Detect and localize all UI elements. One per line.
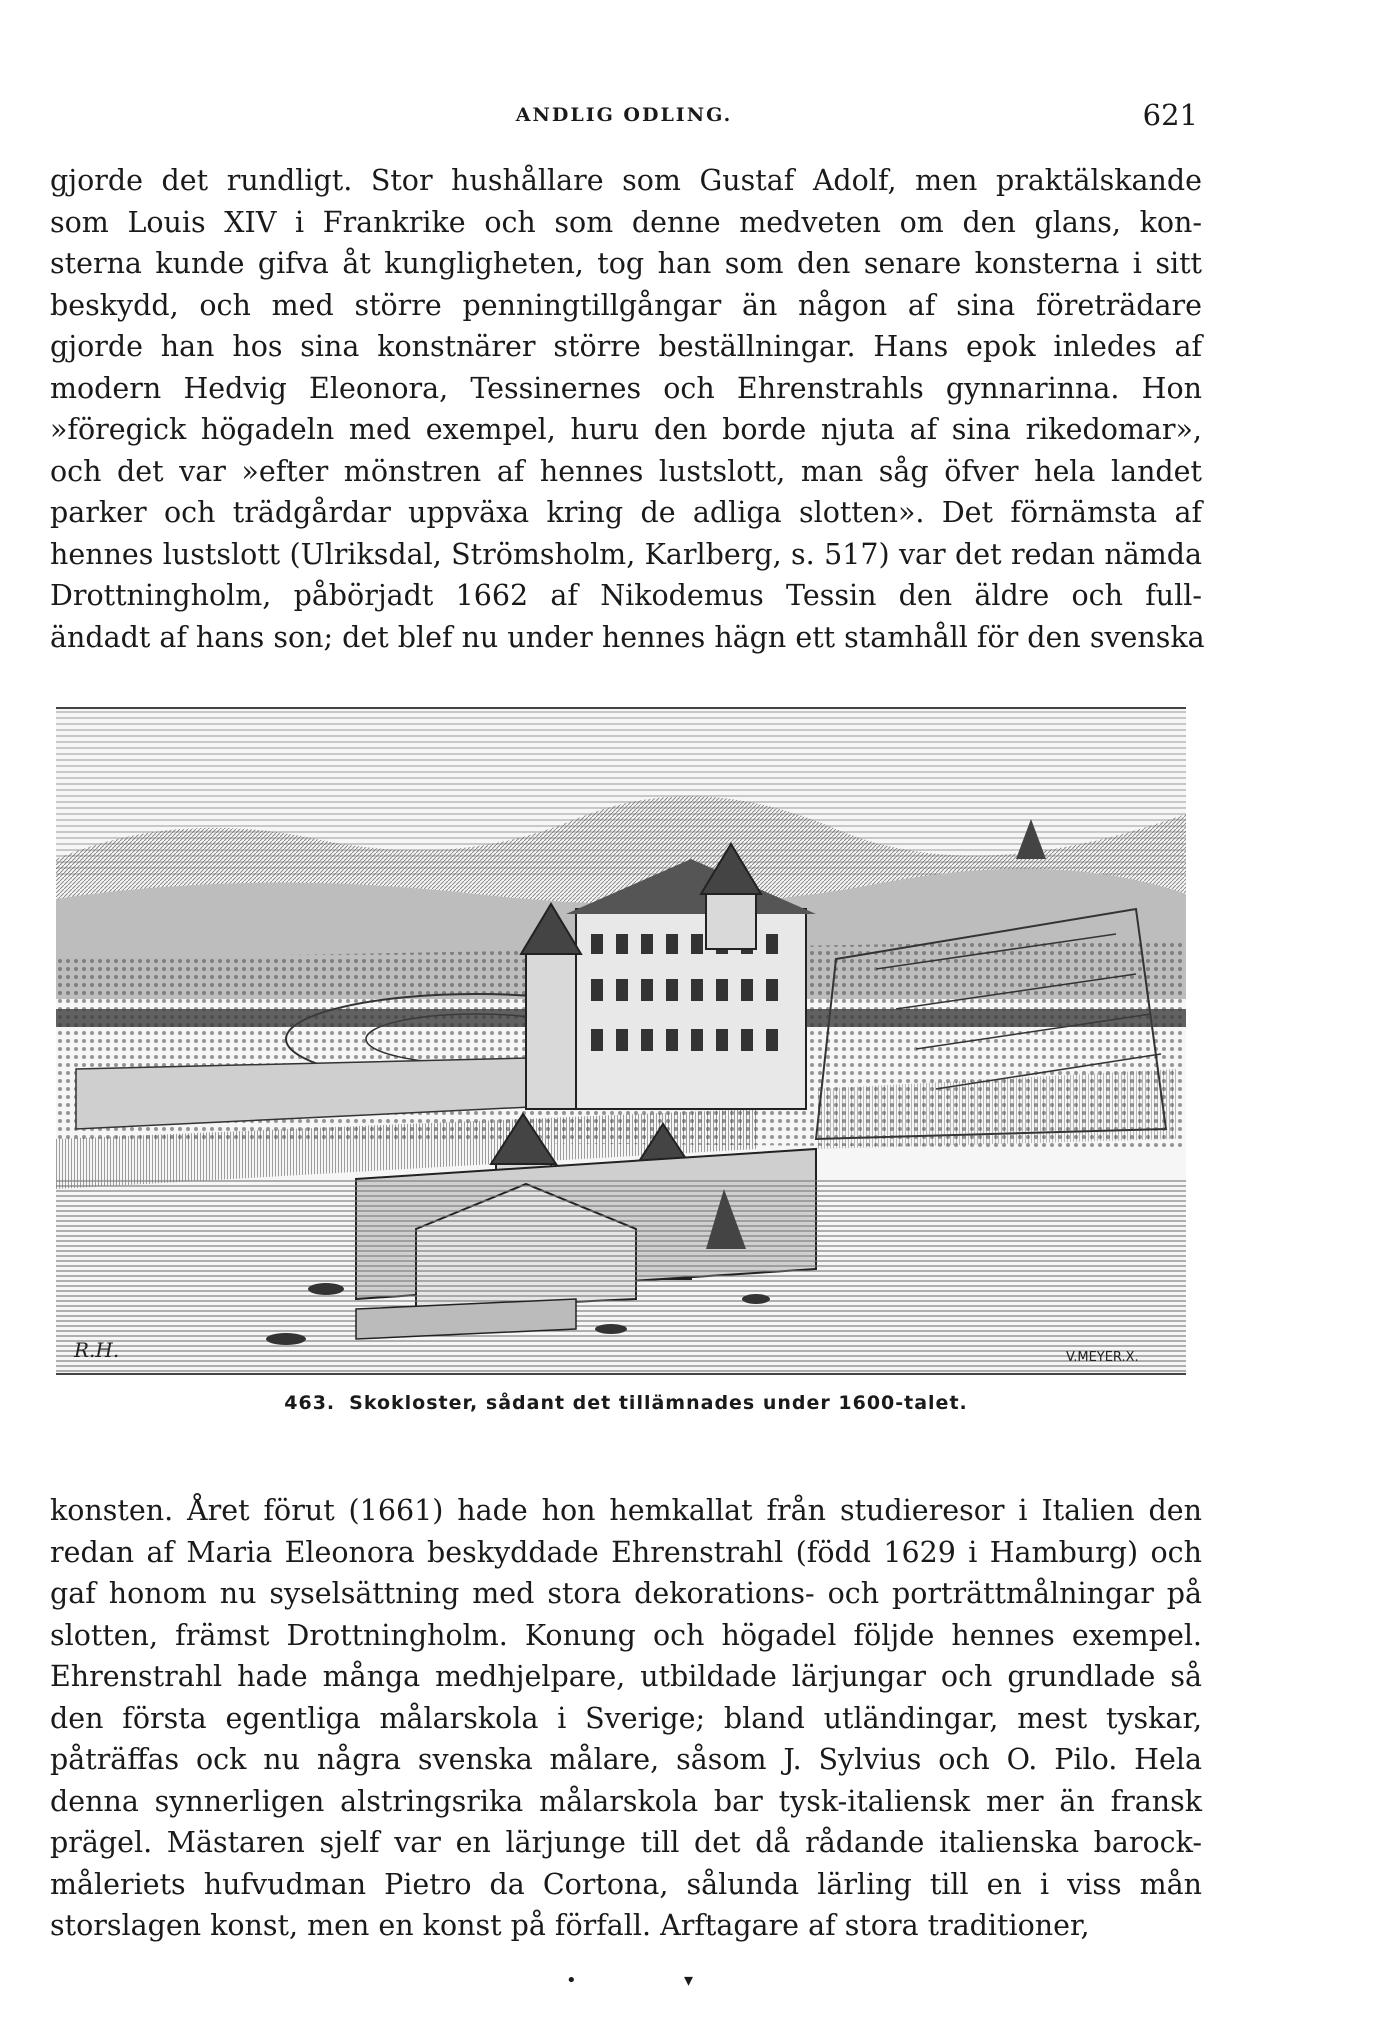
body-text-bottom [50,1490,1202,1947]
figure-caption [50,1392,1202,1414]
rowboat-1 [308,1283,344,1295]
rowboat-3 [595,1324,627,1334]
text-top-line: »föregick högadeln med exempel, huru den borde njuta af sina rikedomar», [50,413,1202,446]
figure-engraving [56,707,1186,1375]
rowboat-2 [266,1333,306,1345]
text-bottom-line: prägel. Mästaren sjelf var en lärjunge till det då rådande italienska barock- [50,1826,1202,1859]
text-bottom-line: gaf honom nu syselsättning med stora dekorations- och porträttmålningar på [50,1577,1202,1610]
text-top-line: ändadt af hans son; det blef nu under hennes hägn ett stamhåll för den svenska [50,620,1205,654]
running-head: ANDLIG ODLING. [515,104,733,126]
text-top-line: sterna kunde gifva åt kungligheten, tog han som den senare konsterna i sitt [50,247,1202,280]
page-number: 621 [1142,98,1198,132]
engraver-signature-right: V.MEYER.X. [1066,1350,1139,1365]
text-top-line: beskydd, och med större penningtillgångar än någon af sina företrädare [50,288,1202,322]
body-text-top [50,160,1205,658]
text-top-line: parker och trädgårdar uppväxa kring de adliga slotten». Det förnämsta af [50,496,1202,529]
text-bottom-line: måleriets hufvudman Pietro da Cortona, sålunda lärling till en i viss mån [50,1867,1202,1901]
text-top-line: och det var »efter mönstren af hennes lustslott, man såg öfver hela landet [50,454,1202,488]
figure-number: 463. [284,1392,336,1414]
text-bottom-line: redan af Maria Eleonora beskyddade Ehrenstrahl (född 1629 i Hamburg) och [50,1535,1202,1569]
engraving-illustration [56,709,1186,1373]
text-bottom-line: den första egentliga målarskola i Sverige; bland utländingar, mest tyskar, [50,1701,1202,1735]
text-top-line: gjorde det rundligt. Stor hushållare som Gustaf Adolf, men praktälskande [50,164,1202,197]
text-top-line: modern Hedvig Eleonora, Tessinernes och Ehrenstrahls gynnarinna. Hon [50,371,1202,405]
text-bottom-line: slotten, främst Drottningholm. Konung och högadel följde hennes exempel. [50,1618,1202,1652]
text-top-line: hennes lustslott (Ulriksdal, Strömsholm, Karlberg, s. 517) var det redan nämda [50,537,1202,571]
engraver-signature-left: R.H. [74,1338,120,1362]
rowboat-4 [742,1294,770,1304]
text-top-line: gjorde han hos sina konstnärer större beställningar. Hans epok inledes af [50,330,1202,363]
text-bottom-line: påträffas ock nu några svenska målare, såsom J. Sylvius och O. Pilo. Hela [50,1743,1202,1776]
text-bottom-line: storslagen konst, men en konst på förfall. Arftagare af stora traditioner, [50,1909,1090,1942]
text-bottom-line: Ehrenstrahl hade många medhjelpare, utbildade lärjungar och grundlade så [50,1660,1202,1693]
text-top-line: som Louis XIV i Frankrike och som denne medveten om den glans, kon- [50,205,1202,239]
footer-mark-left: • [566,1970,577,1991]
lake-water [56,1179,1186,1373]
text-bottom-line: konsten. Året förut (1661) hade hon hemkallat från studieresor i Italien den [50,1494,1202,1527]
text-bottom-line: denna synnerligen alstringsrika målarskola bar tysk-italiensk mer än fransk [50,1784,1202,1818]
footer-mark-right: ▾ [684,1970,694,1991]
figure-caption-text: Skokloster, sådant det tillämnades under 1600-talet. [349,1392,968,1414]
text-top-line: Drottningholm, påbörjadt 1662 af Nikodemus Tessin den äldre och full- [50,579,1202,612]
page-header [50,98,1198,134]
